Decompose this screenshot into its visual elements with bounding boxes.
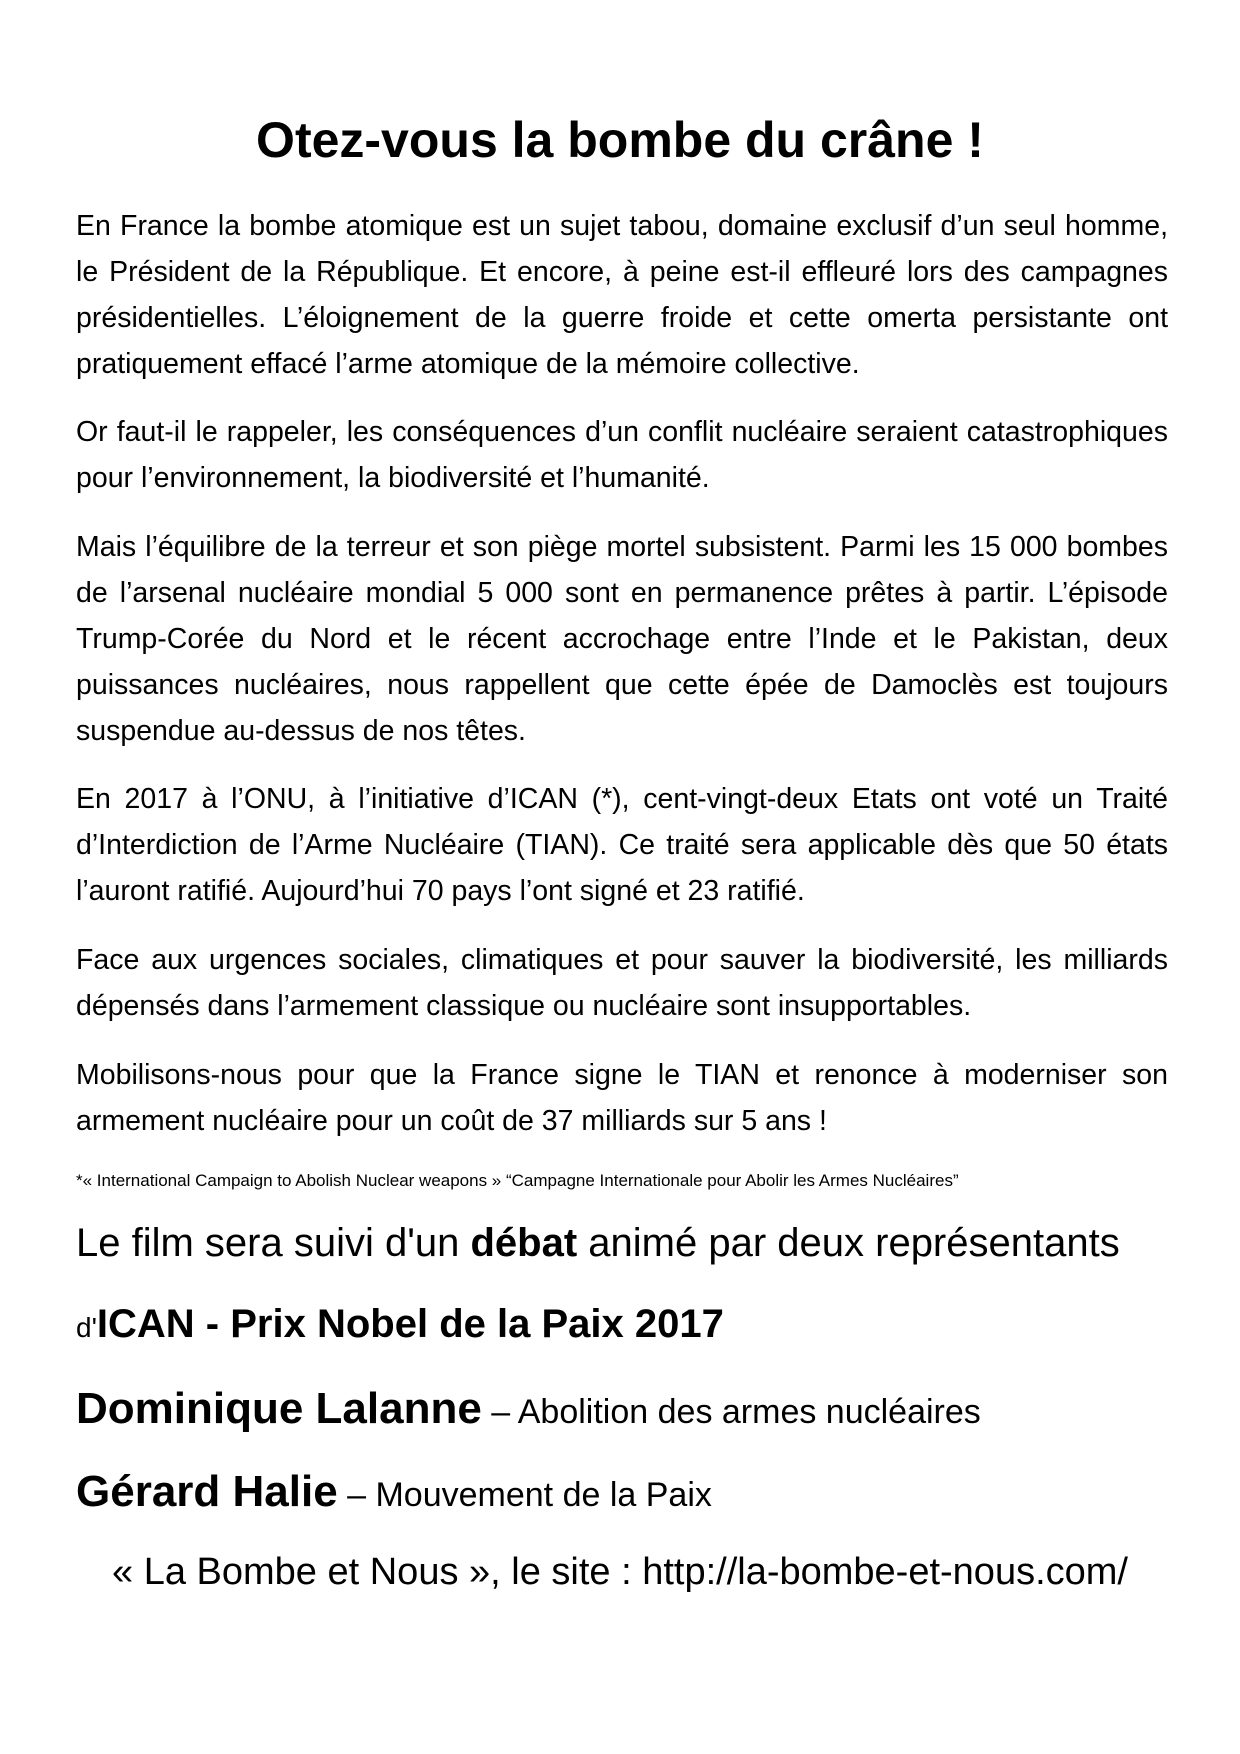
speaker-lalanne (76, 1381, 1176, 1440)
speaker-name: Gérard Halie (76, 1467, 338, 1516)
paragraph-taboo: En France la bombe atomique est un sujet tabou, domaine exclusif d’un seul homme, le Président de la République. Et encore, à peine est-il effleuré lors des campagnes présidentielles. L’éloignement de la guerre froide et cette omerta persistante ont pratiquement effacé l’arme atomique de la mémoire collective. (76, 210, 1168, 380)
paragraph-terror-balance: Mais l’équilibre de la terreur et son piège mortel subsistent. Parmi les 15 000 bombes de l’arsenal nucléaire mondial 5 000 sont en permanence prêtes à partir. L’épisode Trump-Corée du Nord et le récent accrochage entre l’Inde et le Pakistan, deux puissances nucléaires, nous rappellent que cette épée de Damoclès est toujours suspendue au-dessus de nos têtes. (76, 531, 1168, 747)
paragraph-consequences: Or faut-il le rappeler, les conséquences d’un conflit nucléaire seraient catastrophiques pour l’environnement, la biodiversité et l’humanité. (76, 416, 1168, 494)
page-title: Otez-vous la bombe du crâne ! (256, 112, 984, 168)
ican-prize: ICAN - Prix Nobel de la Paix 2017 (96, 1302, 724, 1346)
paragraph-mobilize: Mobilisons-nous pour que la France signe le TIAN et renonce à moderniser son armement nucléaire pour un coût de 37 milliards sur 5 ans ! (76, 1059, 1168, 1137)
ican-line (76, 1296, 1176, 1356)
debate-text-after: animé par deux représentants (577, 1221, 1120, 1265)
speaker-name: Dominique Lalanne (76, 1384, 482, 1433)
website-line: « La Bombe et Nous », le site : http://la-bombe-et-nous.com/ (112, 1551, 1128, 1593)
speaker-affiliation: – Abolition des armes nucléaires (481, 1393, 981, 1431)
ican-prefix: d' (76, 1312, 97, 1343)
paragraph-treaty: En 2017 à l’ONU, à l’initiative d’ICAN (*), cent-vingt-deux Etats ont voté un Traité d’Interdiction de l’Arme Nucléaire (TIAN). Ce traité sera applicable dès que 50 états l’auront ratifié. Aujourd’hui 70 pays l’ont signé et 23 ratifié. (76, 783, 1168, 907)
debate-announcement (76, 1215, 1176, 1271)
debate-keyword: débat (470, 1221, 578, 1265)
debate-text-before: Le film sera suivi d'un (76, 1221, 471, 1265)
speaker-halie (76, 1464, 1176, 1523)
footnote: *« International Campaign to Abolish Nuclear weapons » “Campagne Internationale pour Abolir les Armes Nucléaires” (76, 1171, 959, 1190)
speaker-affiliation: – Mouvement de la Paix (337, 1476, 712, 1514)
paragraph-urgencies: Face aux urgences sociales, climatiques et pour sauver la biodiversité, les milliards dépensés dans l’armement classique ou nucléaire sont insupportables. (76, 944, 1168, 1022)
